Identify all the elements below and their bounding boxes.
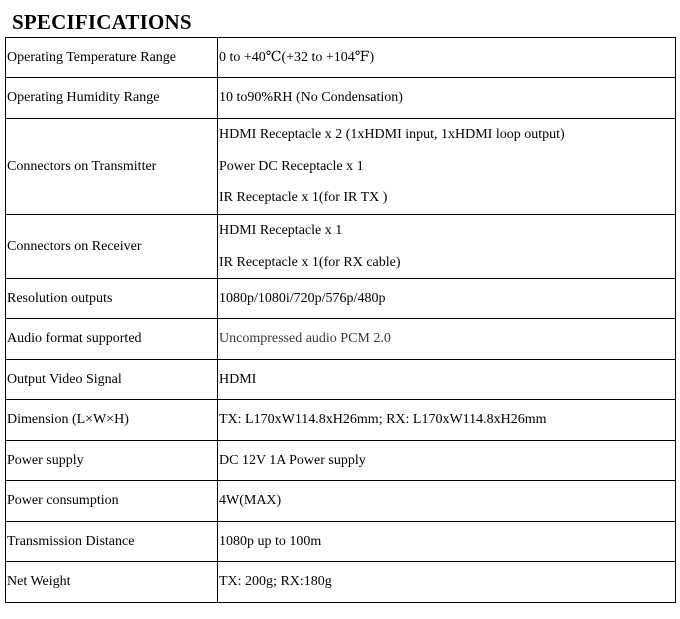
spec-value-group <box>218 215 676 279</box>
table-row <box>6 562 676 603</box>
spec-label: Dimension (L×W×H) <box>6 400 218 441</box>
spec-label: Output Video Signal <box>6 360 218 400</box>
spec-value-line: HDMI Receptacle x 2 (1xHDMI input, 1xHDMI loop output) <box>219 127 565 143</box>
spec-label: Net Weight <box>6 562 218 603</box>
table-row <box>6 522 676 562</box>
spec-value: 0 to +40℃(+32 to +104℉) <box>218 38 676 78</box>
spec-label: Operating Humidity Range <box>6 78 218 119</box>
spec-label: Connectors on Receiver <box>6 215 218 279</box>
table-row <box>6 38 676 78</box>
spec-value-line: IR Receptacle x 1(for IR TX ) <box>219 190 388 206</box>
spec-label: Power consumption <box>6 481 218 522</box>
spec-value: DC 12V 1A Power supply <box>218 441 676 481</box>
table-row <box>6 400 676 441</box>
spec-value-group <box>218 119 676 215</box>
spec-label: Audio format supported <box>6 319 218 360</box>
spec-label: Connectors on Transmitter <box>6 119 218 215</box>
spec-value: 1080p up to 100m <box>218 522 676 562</box>
spec-value: 1080p/1080i/720p/576p/480p <box>218 279 676 319</box>
spec-value-line: Power DC Receptacle x 1 <box>219 158 364 174</box>
table-row <box>6 360 676 400</box>
page-title: SPECIFICATIONS <box>12 10 192 34</box>
spec-value: 10 to90%RH (No Condensation) <box>218 78 676 119</box>
table-row <box>6 319 676 360</box>
spec-value: TX: L170xW114.8xH26mm; RX: L170xW114.8xH26mm <box>218 400 676 441</box>
spec-label: Power supply <box>6 441 218 481</box>
spec-value: HDMI <box>218 360 676 400</box>
spec-value-line: HDMI Receptacle x 1 <box>219 223 343 238</box>
specifications-table <box>5 37 676 603</box>
spec-label: Transmission Distance <box>6 522 218 562</box>
table-row <box>6 215 676 279</box>
spec-value: 4W(MAX) <box>218 481 676 522</box>
table-row <box>6 441 676 481</box>
table-row <box>6 119 676 215</box>
spec-value: TX: 200g; RX:180g <box>218 562 676 603</box>
spec-label: Resolution outputs <box>6 279 218 319</box>
table-row <box>6 279 676 319</box>
spec-value: Uncompressed audio PCM 2.0 <box>218 319 676 360</box>
spec-label: Operating Temperature Range <box>6 38 218 78</box>
table-row <box>6 481 676 522</box>
table-row <box>6 78 676 119</box>
spec-value-line: IR Receptacle x 1(for RX cable) <box>219 254 401 270</box>
